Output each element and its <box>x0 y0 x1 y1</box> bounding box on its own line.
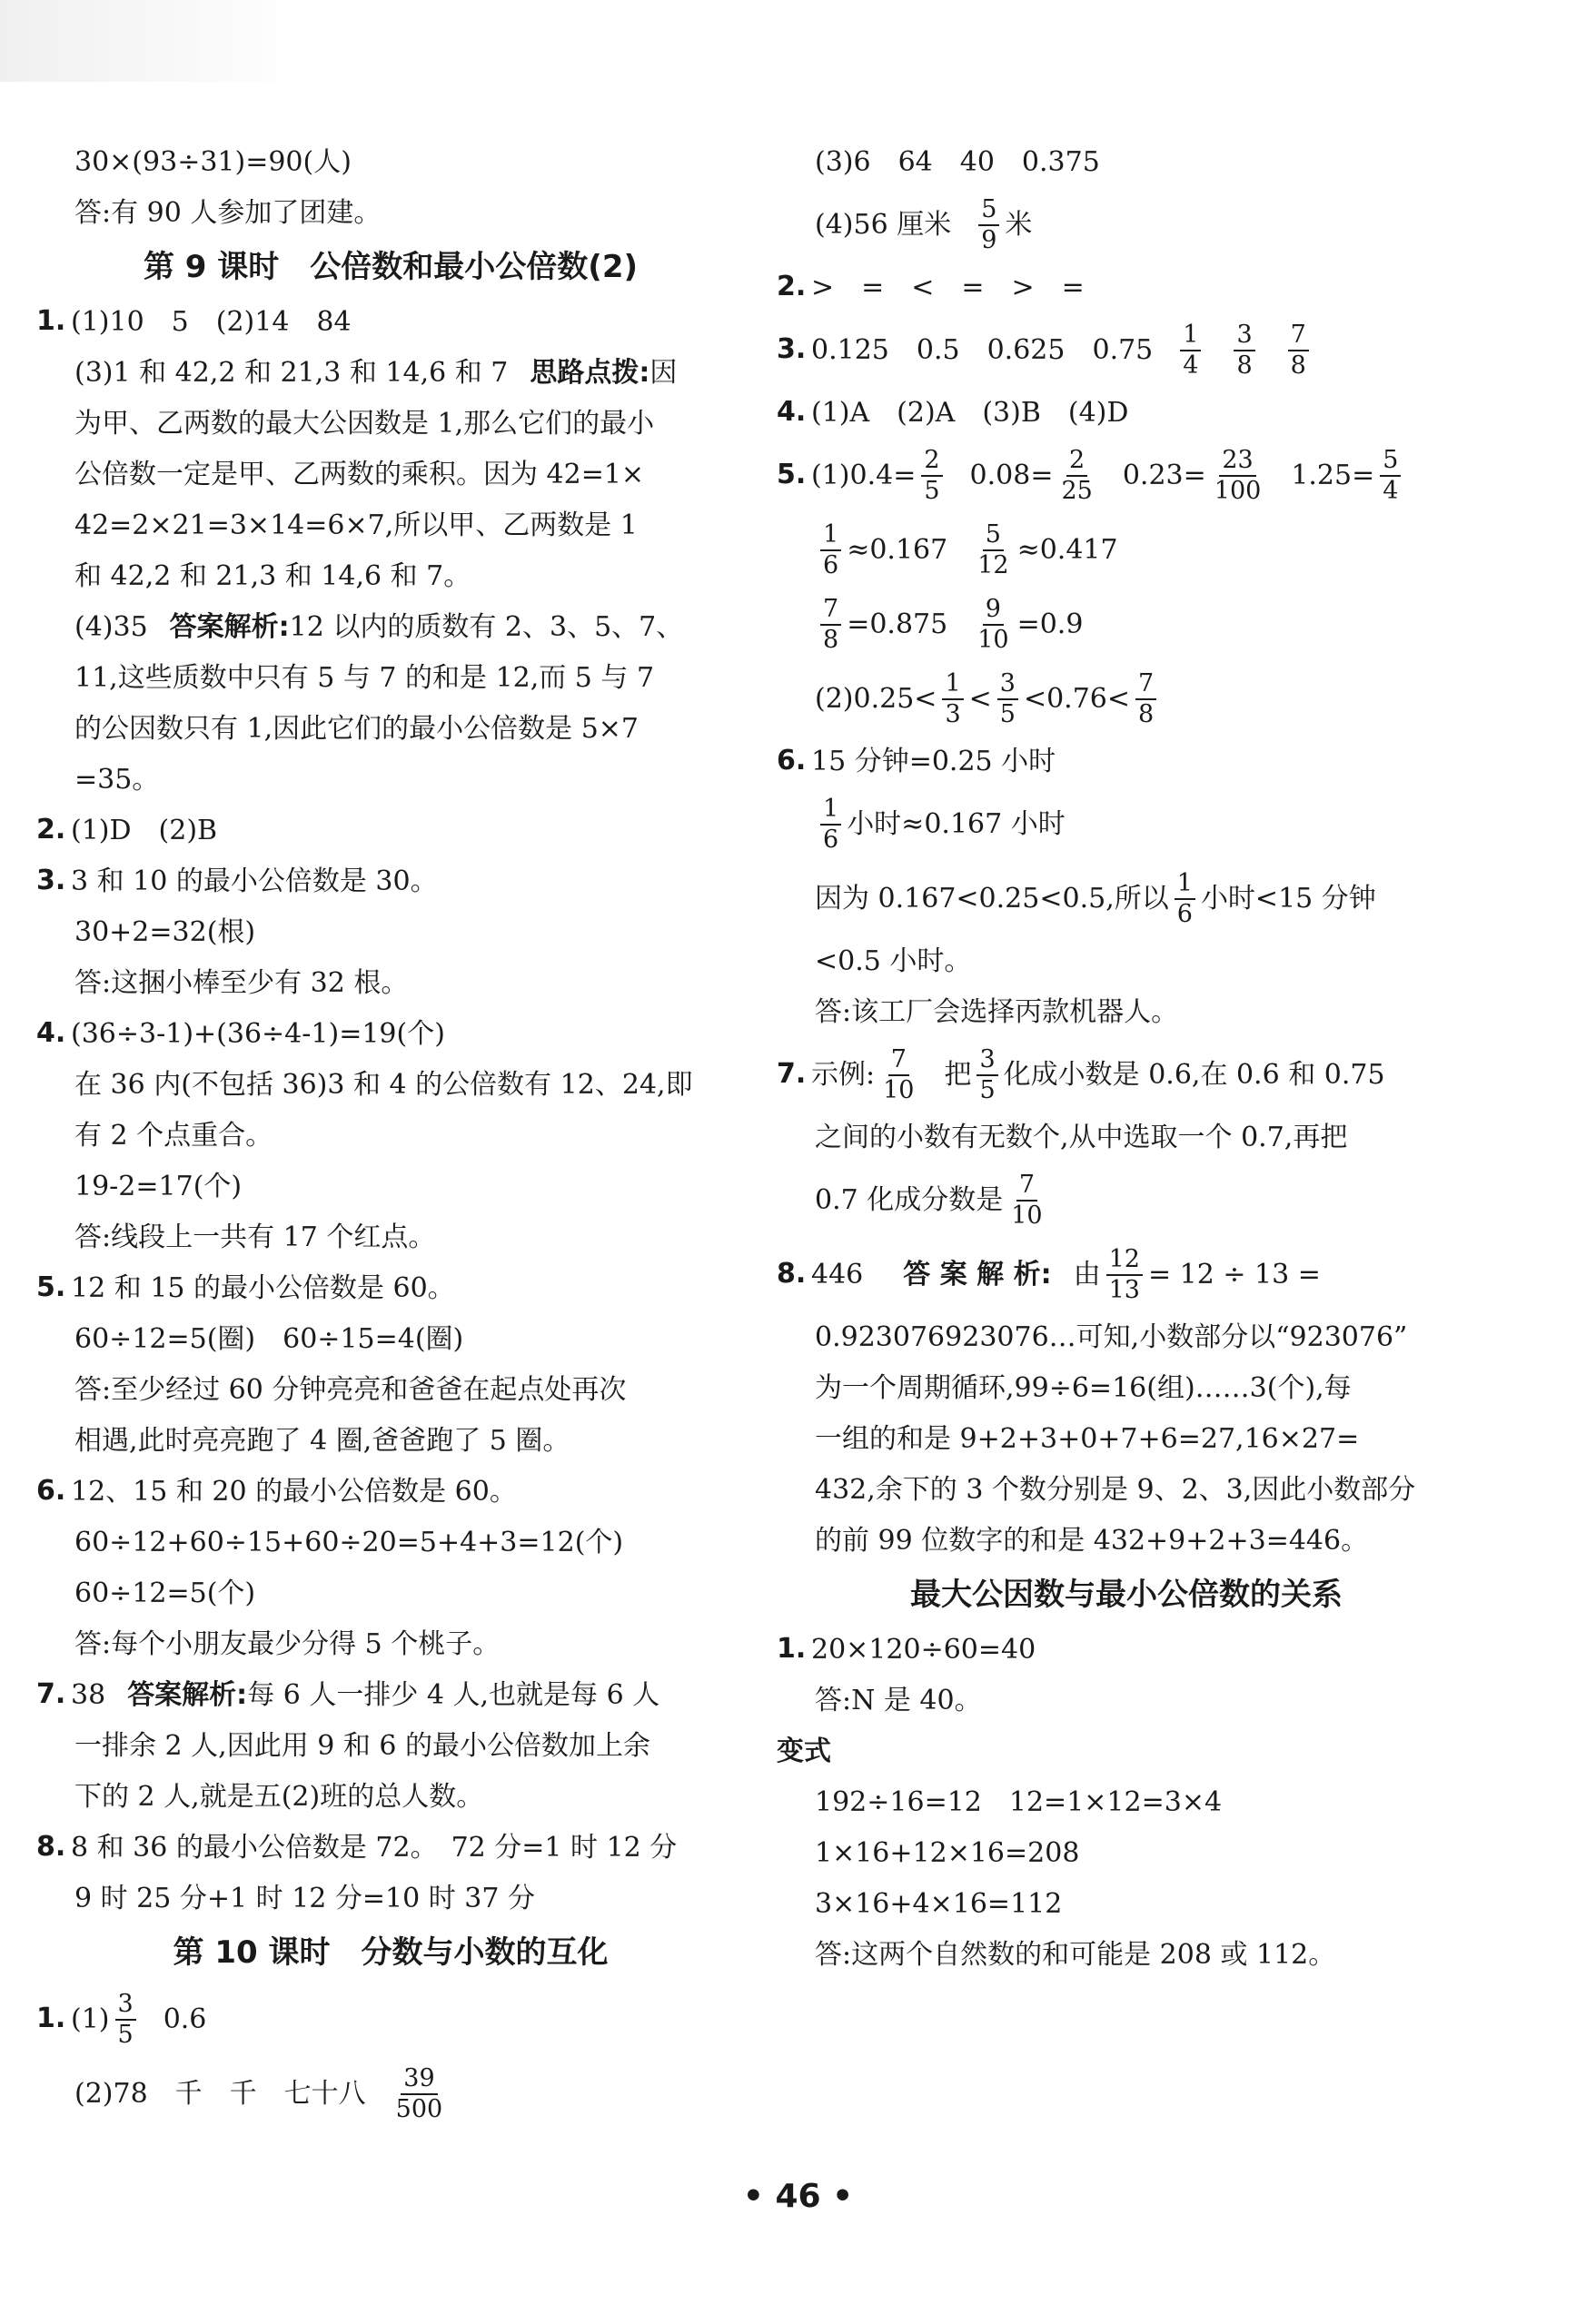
text-line: $\frac{1}{6}$ 小时≈0.167 小时 <box>777 786 1476 861</box>
right-column <box>777 136 1476 1980</box>
text-line: 60÷12=5(个) <box>74 1577 256 1609</box>
text-line: 在 36 内(不包括 36)3 和 4 的公倍数有 12、24,即 <box>74 1069 693 1101</box>
fraction: $\frac{3}{5}$ <box>976 1045 997 1105</box>
fraction: $\frac{7}{10}$ <box>883 1045 915 1104</box>
text-line: 公倍数一定是甲、乙两数的乘积。因为 42=1× <box>74 459 645 490</box>
fraction: $\frac{5}{9}$ <box>978 195 999 255</box>
text-line: 答:线段上一共有 17 个红点。 <box>74 1221 436 1253</box>
analysis-tag: 答案解析: <box>169 611 290 643</box>
fraction: $\frac{5}{12}$ <box>977 520 1009 579</box>
fraction: $\frac{1}{3}$ <box>942 669 963 729</box>
page-number: • 46 • <box>742 2178 854 2215</box>
fraction: $\frac{2}{5}$ <box>921 446 942 506</box>
answer-item-4: 4. (36÷3-1)+(36÷4-1)=19(个) <box>36 1017 445 1050</box>
fraction: $\frac{7}{8}$ <box>1288 321 1309 381</box>
section-heading: 最大公因数与最小公倍数的关系 <box>910 1577 1343 1613</box>
answer-item-1: 1. (1)10 5 (2)14 84 <box>36 305 352 338</box>
text-line: (2)0.25< $\frac{1}{3}$ < $\frac{3}{5}$ <0.76< $\frac{7}{8}$ <box>777 661 1476 736</box>
answer-item-6: 6. 15 分钟=0.25 小时 <box>777 745 1056 777</box>
fraction: $\frac{9}{10}$ <box>977 595 1009 654</box>
answer-item-6: 6. 12、15 和 20 的最小公倍数是 60。 <box>36 1475 517 1508</box>
fraction: $\frac{39}{500}$ <box>395 2064 443 2123</box>
fraction: $\frac{2}{25}$ <box>1061 446 1093 505</box>
answer-item-8: 8. 446 答 案 解 析: 由 $\frac{12}{13}$ = 12 ÷ 13 = <box>777 1237 1476 1311</box>
text-line: (3)1 和 42,2 和 21,3 和 14,6 和 7 思路点拨:因 <box>36 347 745 398</box>
fraction: $\frac{1}{6}$ <box>820 795 841 855</box>
text-line: 答:至少经过 60 分钟亮亮和爸爸在起点处再次 <box>74 1374 627 1406</box>
scan-shade <box>0 0 309 82</box>
text-line: 30+2=32(根) <box>74 916 256 948</box>
text-line: 42=2×21=3×14=6×7,所以甲、乙两数是 1 <box>74 509 638 541</box>
fraction: $\frac{12}{13}$ <box>1106 1245 1143 1305</box>
answer-item-5: 5. 12 和 15 的最小公倍数是 60。 <box>36 1271 455 1304</box>
analysis-tag: 答 案 解 析: <box>903 1259 1052 1291</box>
text-line: 60÷12=5(圈) 60÷15=4(圈) <box>74 1323 464 1355</box>
text-line: =35。 <box>74 764 160 796</box>
text-line: 一排余 2 人,因此用 9 和 6 的最小公倍数加上余 <box>74 1730 651 1762</box>
text-line: 11,这些质数中只有 5 与 7 的和是 12,而 5 与 7 <box>74 662 655 694</box>
answer-item-3: 3. 3 和 10 的最小公倍数是 30。 <box>36 865 438 897</box>
text-line: 0.7 化成分数是 $\frac{7}{10}$ <box>777 1162 1476 1237</box>
fraction: $\frac{1}{6}$ <box>820 520 841 580</box>
fraction: $\frac{1}{4}$ <box>1180 321 1201 381</box>
answer-item-7: 7. 示例: $\frac{7}{10}$ 把 $\frac{3}{5}$ 化成小数是 0.6,在 0.6 和 0.75 <box>777 1045 1385 1104</box>
text-line: 60÷12+60÷15+60÷20=5+4+3=12(个) <box>74 1527 624 1558</box>
fraction: $\frac{1}{6}$ <box>1175 869 1195 929</box>
section-heading: 第 9 课时 公倍数和最小公倍数(2) <box>143 249 639 285</box>
fraction: $\frac{5}{4}$ <box>1380 446 1401 506</box>
text-line: <0.5 小时。 <box>815 945 972 977</box>
text-line: (4)56 厘米 $\frac{5}{9}$ 米 <box>815 195 1033 254</box>
text-line: 答:这捆小棒至少有 32 根。 <box>74 967 409 999</box>
fraction: $\frac{3}{5}$ <box>115 1990 136 2050</box>
text-line: 下的 2 人,就是五(2)班的总人数。 <box>74 1781 484 1813</box>
text-line: 192÷16=12 12=1×12=3×4 <box>815 1786 1223 1818</box>
text-line: 的公因数只有 1,因此它们的最小公倍数是 5×7 <box>74 713 639 745</box>
text-line: 1×16+12×16=208 <box>815 1837 1080 1869</box>
text-line: $\frac{7}{8}$ =0.875 $\frac{9}{10}$ =0.9 <box>777 587 1476 661</box>
text-line: 9 时 25 分+1 时 12 分=10 时 37 分 <box>74 1883 535 1914</box>
text-line: 为甲、乙两数的最大公因数是 1,那么它们的最小 <box>74 408 655 440</box>
text-line: (4)35 答案解析:12 以内的质数有 2、3、5、7、 <box>36 601 745 652</box>
text-line: 答:每个小朋友最少分得 5 个桃子。 <box>74 1628 501 1660</box>
fraction: $\frac{7}{8}$ <box>820 595 841 655</box>
answer-item-8: 8. 8 和 36 的最小公倍数是 72。 72 分=1 时 12 分 <box>36 1831 678 1864</box>
text-line: 的前 99 位数字的和是 432+9+2+3=446。 <box>815 1525 1369 1557</box>
answer-item-1: 1. 20×120÷60=40 <box>777 1633 1036 1666</box>
text-line: $\frac{1}{6}$ ≈0.167 $\frac{5}{12}$ ≈0.417 <box>777 512 1476 587</box>
text-line: 答:该工厂会选择丙款机器人。 <box>815 996 1179 1028</box>
hint-tag: 思路点拨: <box>530 357 650 389</box>
fraction: $\frac{23}{100}$ <box>1214 446 1262 505</box>
fraction: $\frac{3}{8}$ <box>1234 321 1254 381</box>
text-line: 答:这两个自然数的和可能是 208 或 112。 <box>815 1939 1336 1971</box>
fraction: $\frac{7}{8}$ <box>1135 669 1156 729</box>
fraction: $\frac{7}{10}$ <box>1011 1171 1043 1230</box>
text-line: 答:N 是 40。 <box>815 1685 982 1716</box>
answer-item-5: 5. (1)0.4= $\frac{2}{5}$ 0.08= $\frac{2}{25}$ 0.23= $\frac{23}{100}$ 1.25= $\frac{5}{4}$ <box>777 438 1476 512</box>
answer-item-4: 4. (1)A (2)A (3)B (4)D <box>777 396 1129 429</box>
text-line: (3)6 64 40 0.375 <box>815 146 1100 178</box>
variant-label: 变式 <box>777 1736 831 1767</box>
text-line: 30×(93÷31)=90(人) <box>74 146 352 178</box>
text-line: 和 42,2 和 21,3 和 14,6 和 7。 <box>74 560 471 592</box>
answer-item-3: 3. 0.125 0.5 0.625 0.75 $\frac{1}{4}$ $\frac{3}{8}$ $\frac{7}{8}$ <box>777 312 1476 387</box>
text-line: 一组的和是 9+2+3+0+7+6=27,16×27= <box>815 1423 1360 1455</box>
answer-item-7: 7. 38 答案解析:每 6 人一排少 4 人,也就是每 6 人 <box>36 1669 745 1720</box>
analysis-tag: 答案解析: <box>127 1679 248 1711</box>
text-line: 有 2 个点重合。 <box>74 1120 273 1152</box>
section-heading: 第 10 课时 分数与小数的互化 <box>173 1934 609 1971</box>
answer-item-2: 2. > = < = > = <box>777 271 1085 303</box>
text-line: 因为 0.167<0.25<0.5,所以 $\frac{1}{6}$ 小时<15 分钟 <box>815 869 1376 928</box>
fraction: $\frac{3}{5}$ <box>997 669 1018 729</box>
text-line: 19-2=17(个) <box>74 1171 243 1202</box>
text-line: 432,余下的 3 个数分别是 9、2、3,因此小数部分 <box>815 1474 1416 1506</box>
answer-item-1: 1. (1) $\frac{3}{5}$ 0.6 <box>36 1990 207 2049</box>
text-line: 之间的小数有无数个,从中选取一个 0.7,再把 <box>815 1122 1348 1153</box>
text-line: (2)78 千 千 七十八 $\frac{39}{500}$ <box>36 2056 745 2131</box>
left-column <box>36 136 745 2131</box>
answer-item-2: 2. (1)D (2)B <box>36 814 218 846</box>
text-line: 为一个周期循环,99÷6=16(组)……3(个),每 <box>815 1372 1352 1404</box>
text-line: 相遇,此时亮亮跑了 4 圈,爸爸跑了 5 圈。 <box>74 1425 570 1457</box>
text-line: 0.923076923076…可知,小数部分以“923076” <box>815 1321 1408 1353</box>
text-line: 答:有 90 人参加了团建。 <box>74 197 382 229</box>
text-line: 3×16+4×16=112 <box>815 1888 1063 1920</box>
